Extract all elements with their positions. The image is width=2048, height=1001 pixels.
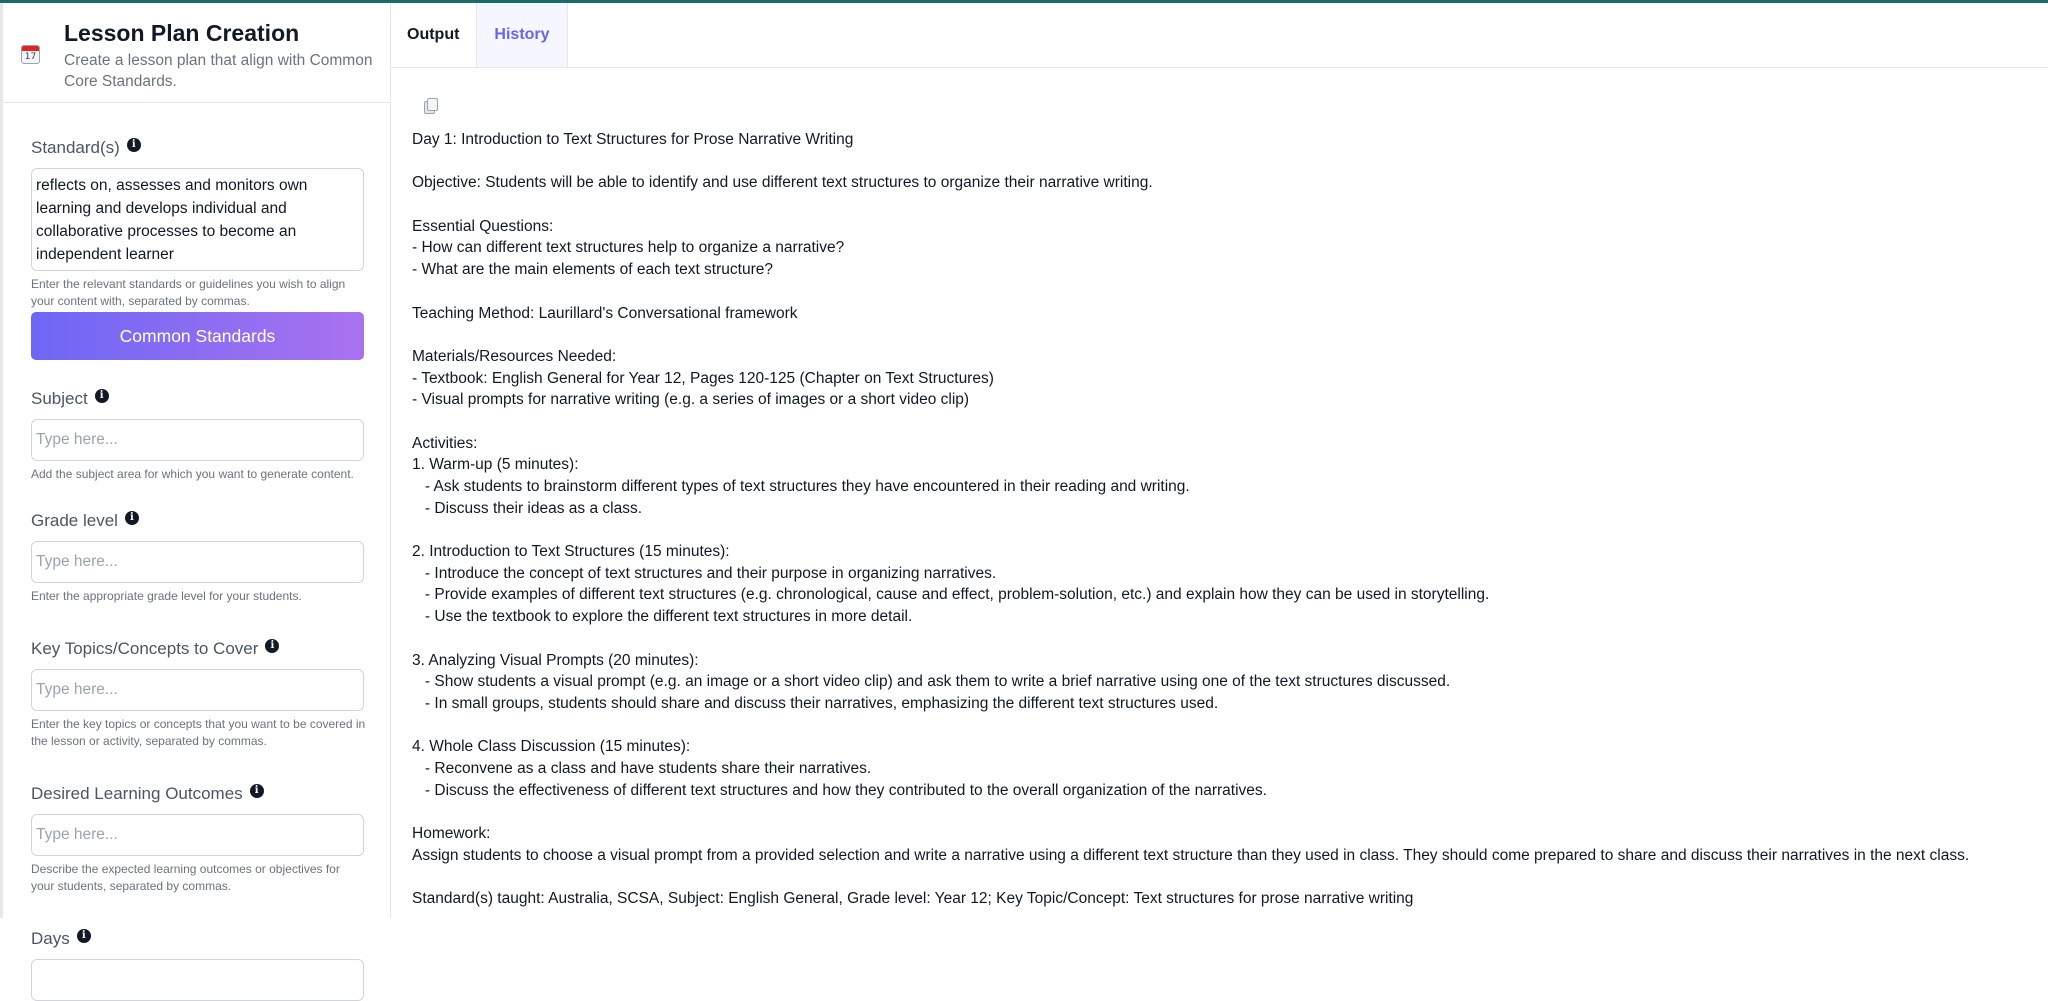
- lesson-form: [3, 137, 390, 1001]
- days-label-row: [31, 928, 363, 950]
- output-line: [412, 866, 2038, 888]
- subject-label: Subject: [31, 389, 88, 408]
- output-line: Objective: Students will be able to identify and use different text structures to organize their narrative writing.: [412, 174, 1153, 192]
- output-line: 3. Analyzing Visual Prompts (20 minutes):: [412, 651, 699, 669]
- standards-textarea[interactable]: reflects on, assesses and monitors own learning and develops individual and collaborative processes to become an independent learner: [31, 168, 364, 271]
- copy-icon[interactable]: [424, 101, 435, 114]
- output-line: [412, 411, 2038, 433]
- learning-outcomes-help: Describe the expected learning outcomes or objectives for your students, separated by commas.: [31, 862, 340, 893]
- output-line: Activities:: [412, 434, 478, 452]
- settings-panel: [0, 3, 391, 948]
- tab-history[interactable]: History: [476, 3, 567, 67]
- tab-output[interactable]: Output: [407, 26, 460, 43]
- learning-outcomes-label: Desired Learning Outcomes: [31, 784, 243, 803]
- output-line: [412, 151, 2038, 173]
- learning-outcomes-label-row: [31, 783, 363, 805]
- key-topics-input[interactable]: [31, 669, 364, 711]
- calendar-icon: 17: [21, 45, 40, 64]
- days-label: Days: [31, 929, 70, 948]
- output-line: - Textbook: English General for Year 12, Pages 120-125 (Chapter on Text Structures): [412, 369, 994, 387]
- output-line: Teaching Method: Laurillard's Conversational framework: [412, 304, 798, 322]
- subject-help: Add the subject area for which you want to generate content.: [31, 467, 354, 481]
- output-line: - How can different text structures help to organize a narrative?: [412, 239, 845, 257]
- key-topics-help: Enter the key topics or concepts that you want to be covered in the lesson or activity, separated by commas.: [31, 717, 366, 748]
- page-subtitle: Create a lesson plan that align with Common Core Standards.: [64, 52, 373, 90]
- output-line: Standard(s) taught: Australia, SCSA, Subject: English General, Grade level: Year 12; Key Topic/Concept: Text structures for prose narrative writing: [412, 890, 1414, 908]
- output-line: [412, 715, 2038, 737]
- output-line: 4. Whole Class Discussion (15 minutes):: [412, 738, 691, 756]
- output-line: [412, 519, 2038, 541]
- tool-header: [3, 3, 390, 103]
- key-topics-label: Key Topics/Concepts to Cover: [31, 639, 259, 658]
- info-icon[interactable]: i: [125, 511, 139, 525]
- grade-level-help: Enter the appropriate grade level for your students.: [31, 589, 302, 603]
- common-standards-button[interactable]: Common Standards: [31, 312, 364, 360]
- output-line: - Introduce the concept of text structures and their purpose in organizing narratives.: [412, 564, 997, 582]
- info-icon[interactable]: i: [95, 389, 109, 403]
- output-line: [412, 801, 2038, 823]
- output-line: Day 1: Introduction to Text Structures for Prose Narrative Writing: [412, 131, 854, 148]
- output-line: - In small groups, students should share and discuss their narratives, emphasizing the different text structures used.: [412, 694, 1219, 712]
- output-line: - Provide examples of different text structures (e.g. chronological, cause and effect, problem-solution, etc.) and explain how they can be used in storytelling.: [412, 586, 1490, 604]
- standards-label: Standard(s): [31, 138, 120, 157]
- tool-header-text: [64, 19, 389, 92]
- info-icon[interactable]: i: [250, 784, 264, 798]
- page-title: Lesson Plan Creation: [64, 20, 300, 46]
- info-icon[interactable]: i: [265, 639, 279, 653]
- output-line: Homework:: [412, 825, 491, 842]
- output-line: - Reconvene as a class and have students share their narratives.: [412, 759, 872, 777]
- output-line: - Use the textbook to explore the different text structures in more detail.: [412, 608, 913, 626]
- output-tabs: [391, 3, 2048, 68]
- subject-input[interactable]: [31, 419, 364, 461]
- grade-level-label: Grade level: [31, 511, 118, 530]
- standards-label-row: [31, 137, 363, 159]
- output-line: - Visual prompts for narrative writing (e.g. a series of images or a short video clip): [412, 391, 970, 409]
- standards-help: Enter the relevant standards or guidelines you wish to align your content with, separated by commas.: [31, 277, 346, 308]
- output-line: - Discuss the effectiveness of different text structures and how they contributed to the overall organization of the narratives.: [412, 781, 1267, 799]
- info-icon[interactable]: i: [77, 929, 91, 943]
- grade-level-label-row: [31, 510, 363, 532]
- grade-level-input[interactable]: [31, 541, 364, 583]
- learning-outcomes-input[interactable]: [31, 814, 364, 856]
- output-line: - What are the main elements of each text structure?: [412, 261, 773, 279]
- days-input[interactable]: [31, 959, 364, 1001]
- subject-label-row: [31, 388, 363, 410]
- output-line: [412, 628, 2038, 650]
- output-line: [412, 281, 2038, 303]
- lesson-plan-output: [412, 129, 2038, 910]
- output-panel: [391, 3, 2048, 918]
- output-line: Assign students to choose a visual prompt from a provided selection and write a narrative using a different text structure than they used in class. They should come prepared to share and discuss their narratives in the next class.: [412, 846, 1970, 864]
- info-icon[interactable]: i: [127, 138, 141, 152]
- output-line: Essential Questions:: [412, 217, 554, 235]
- output-line: [412, 324, 2038, 346]
- app: [0, 3, 2048, 948]
- output-line: 1. Warm-up (5 minutes):: [412, 456, 579, 474]
- key-topics-label-row: [31, 638, 363, 660]
- output-line: - Ask students to brainstorm different types of text structures they have encountered in their reading and writing.: [412, 478, 1190, 495]
- output-line: Materials/Resources Needed:: [412, 347, 617, 365]
- output-line: - Discuss their ideas as a class.: [412, 499, 642, 517]
- output-line: 2. Introduction to Text Structures (15 minutes):: [412, 543, 730, 561]
- output-line: [412, 194, 2038, 216]
- output-line: - Show students a visual prompt (e.g. an image or a short video clip) and ask them to write a brief narrative using one of the text structures discussed.: [412, 673, 1451, 691]
